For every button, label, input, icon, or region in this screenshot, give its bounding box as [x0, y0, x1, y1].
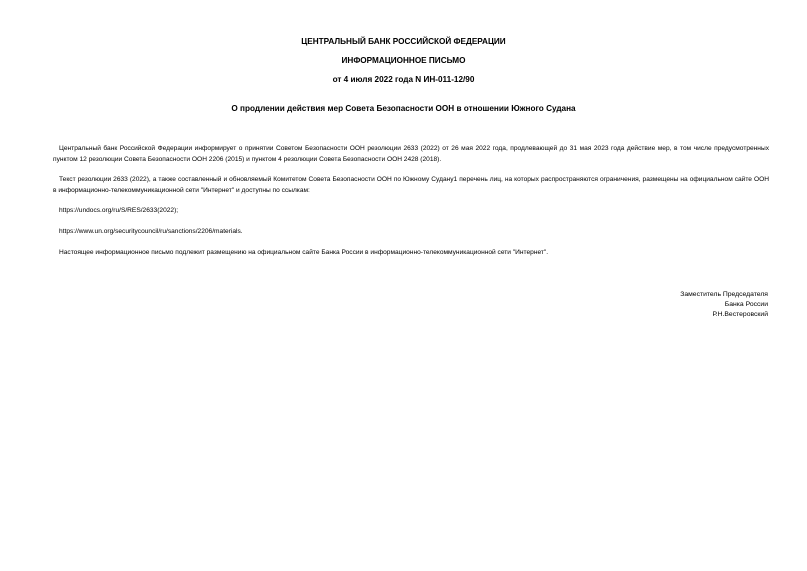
- document-type-title: ИНФОРМАЦИОННОЕ ПИСЬМО: [341, 56, 466, 65]
- sanctions-materials-link[interactable]: https://www.un.org/securitycouncil/ru/sanctions/2206/materials.: [59, 228, 243, 235]
- resolution-link[interactable]: https://undocs.org/ru/S/RES/2633(2022);: [59, 207, 179, 214]
- signature-position: Заместитель Председателя: [680, 291, 768, 298]
- signature-name: Р.Н.Вестеровский: [712, 311, 768, 318]
- document-date-number: от 4 июля 2022 года N ИН-011-12/90: [332, 75, 475, 84]
- signature-organization: Банка России: [724, 301, 768, 308]
- body-paragraph-2: Текст резолюции 2633 (2022), а также составленный и обновляемый Комитетом Совета Безопасности ООН по Южному Судану1 перечень лиц, на которых распространяются ограничения, размещены на официальном сайте ООН в информационно-телекоммуникационной сети "Интернет" и доступны по ссылкам:: [53, 176, 769, 194]
- body-paragraph-1: Центральный банк Российской Федерации информирует о принятии Советом Безопасности ООН резолюции 2633 (2022) от 26 мая 2022 года, продлевающей до 31 мая 2023 года действие мер, в том числе предусмотренных пунктом 12 резолюции Совета Безопасности ООН 2206 (2015) и пунктом 4 резолюции Совета Безопасности ООН 2428 (2018).: [53, 145, 769, 163]
- document-subject: О продлении действия мер Совета Безопасности ООН в отношении Южного Судана: [231, 104, 576, 113]
- body-paragraph-3: Настоящее информационное письмо подлежит размещению на официальном сайте Банка России в информационно-телекоммуникационной сети "Интернет".: [59, 249, 549, 256]
- organization-title: ЦЕНТРАЛЬНЫЙ БАНК РОССИЙСКОЙ ФЕДЕРАЦИИ: [301, 37, 506, 46]
